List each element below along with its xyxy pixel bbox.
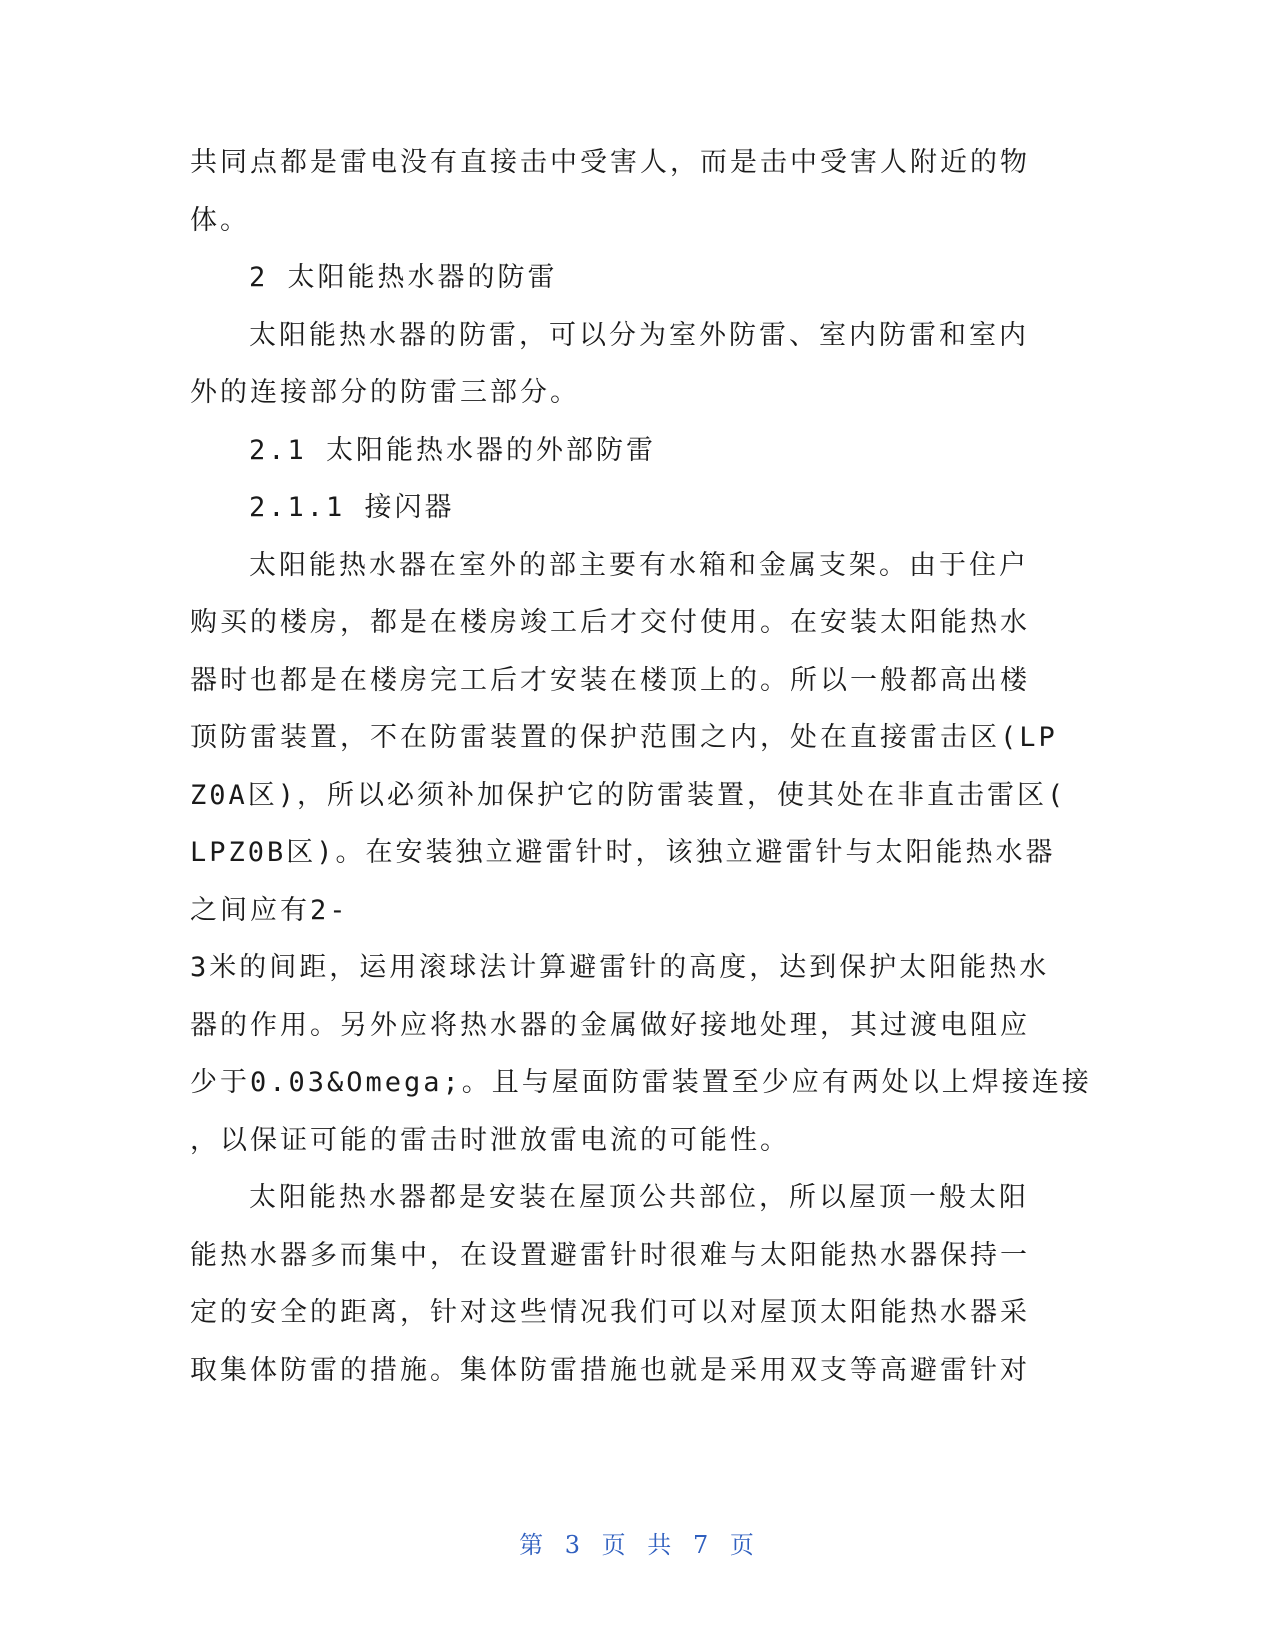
text-line: 体。 — [190, 205, 250, 236]
text-line: 太阳能热水器的防雷，可以分为室外防雷、室内防雷和室内 — [249, 320, 1029, 351]
section-heading: 2 太阳能热水器的防雷 — [249, 262, 558, 293]
text-line: 3米的间距，运用滚球法计算避雷针的高度，达到保护太阳能热水 — [190, 952, 1050, 983]
text-line: LPZ0B区)。在安装独立避雷针时，该独立避雷针与太阳能热水器 — [190, 837, 1056, 868]
text-line: 取集体防雷的措施。集体防雷措施也就是采用双支等高避雷针对 — [190, 1355, 1030, 1386]
text-line: 定的安全的距离，针对这些情况我们可以对屋顶太阳能热水器采 — [190, 1297, 1030, 1328]
text-line: 能热水器多而集中，在设置避雷针时很难与太阳能热水器保持一 — [190, 1240, 1030, 1271]
text-line: 少于0.03&Omega;。且与屋面防雷装置至少应有两处以上焊接连接 — [190, 1067, 1092, 1098]
text-line: 太阳能热水器在室外的部主要有水箱和金属支架。由于住户 — [249, 550, 1029, 581]
text-line: 顶防雷装置，不在防雷装置的保护范围之内，处在直接雷击区(LP — [190, 722, 1058, 753]
subsection-heading: 2.1 太阳能热水器的外部防雷 — [249, 435, 657, 466]
page-number-footer: 第 3 页 共 7 页 — [519, 1531, 756, 1559]
text-line: ，以保证可能的雷击时泄放雷电流的可能性。 — [190, 1125, 790, 1156]
text-line: 器时也都是在楼房完工后才安装在楼顶上的。所以一般都高出楼 — [190, 665, 1030, 696]
subsubsection-heading: 2.1.1 接闪器 — [249, 492, 455, 523]
text-line: 器的作用。另外应将热水器的金属做好接地处理，其过渡电阻应 — [190, 1010, 1030, 1041]
text-line: 共同点都是雷电没有直接击中受害人，而是击中受害人附近的物 — [190, 147, 1030, 178]
text-line: 太阳能热水器都是安装在屋顶公共部位，所以屋顶一般太阳 — [249, 1182, 1029, 1213]
text-line: 之间应有2- — [190, 895, 349, 926]
text-line: 购买的楼房，都是在楼房竣工后才交付使用。在安装太阳能热水 — [190, 607, 1030, 638]
text-line: Z0A区)，所以必须补加保护它的防雷装置，使其处在非直击雷区( — [190, 780, 1067, 811]
text-line: 外的连接部分的防雷三部分。 — [190, 377, 580, 408]
